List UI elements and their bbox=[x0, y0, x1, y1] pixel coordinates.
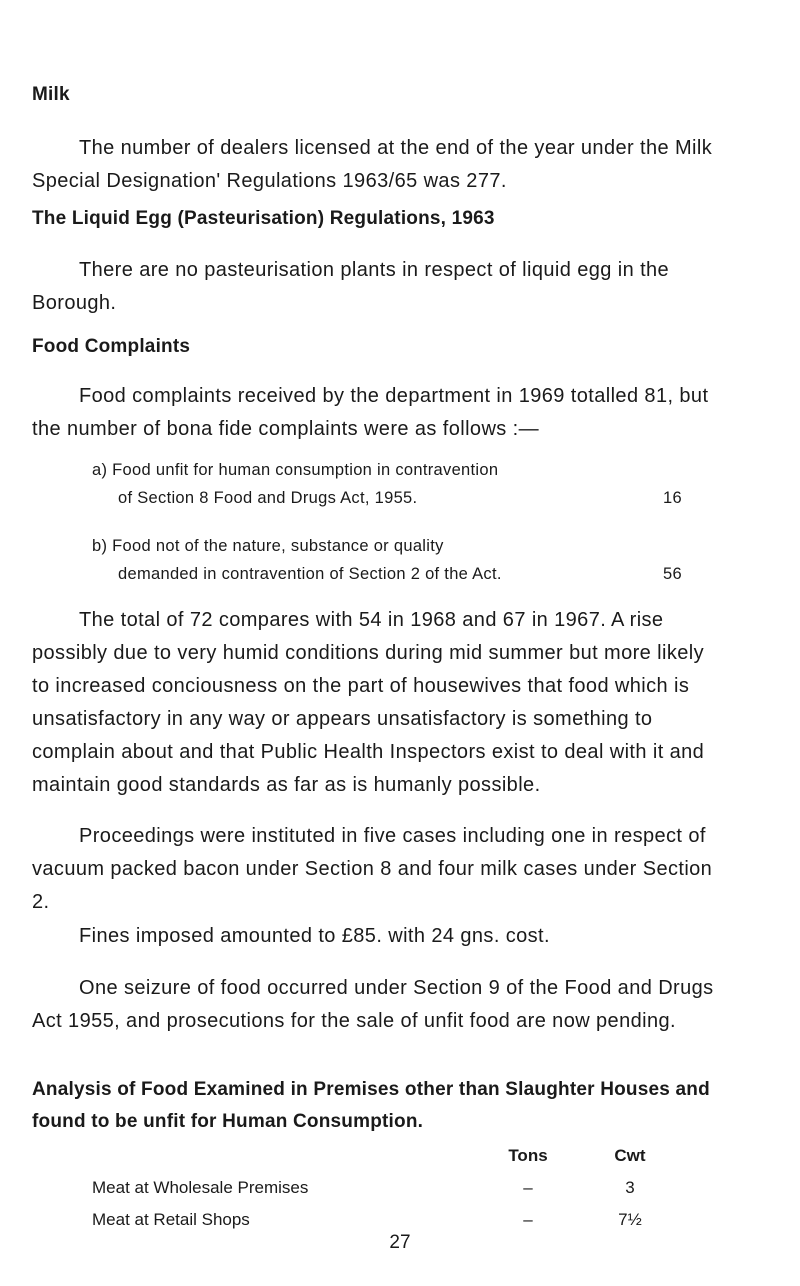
item-count: 16 bbox=[663, 489, 682, 507]
table-header-cell: Cwt bbox=[614, 1146, 646, 1165]
seizure-paragraph: One seizure of food occurred under Section 9 of the Food and Drugs Act 1955, and prosecutions for the sale of unfit food are now pending. bbox=[32, 977, 714, 1032]
table-cell: – bbox=[523, 1210, 533, 1229]
item-text: Food not of the nature, substance or quality bbox=[112, 537, 444, 555]
food-complaints-heading: Food Complaints bbox=[32, 336, 191, 357]
table-cell: – bbox=[523, 1178, 533, 1197]
table-header-row bbox=[92, 1140, 672, 1172]
table-cell: 7½ bbox=[618, 1210, 642, 1229]
table-row bbox=[92, 1172, 672, 1204]
food-complaints-intro: Food complaints received by the department in 1969 totalled 81, but the number of bona fide complaints were as follows :— bbox=[32, 385, 709, 440]
complaint-item-a bbox=[92, 456, 682, 512]
analysis-table bbox=[92, 1140, 672, 1236]
table-cell: 3 bbox=[625, 1178, 635, 1197]
table-cell: Meat at Wholesale Premises bbox=[92, 1178, 309, 1197]
item-text: demanded in contravention of Section 2 of the Act. bbox=[118, 565, 502, 583]
liquid-egg-heading: The Liquid Egg (Pasteurisation) Regulations, 1963 bbox=[32, 208, 495, 229]
page-number: 27 bbox=[389, 1232, 411, 1253]
complaint-item-b bbox=[92, 532, 682, 588]
total-paragraph: The total of 72 compares with 54 in 1968 and 67 in 1967. A rise possibly due to very humid conditions during mid summer but more likely to increased conciousness on the part of housewives that food which is unsatisfactory in any way or appears unsatisfactory is something to complain about and that Public Health Inspectors exist to deal with it and maintain good standards as far as is humanly possible. bbox=[32, 609, 705, 796]
item-text: of Section 8 Food and Drugs Act, 1955. bbox=[118, 489, 418, 507]
liquid-egg-paragraph: There are no pasteurisation plants in respect of liquid egg in the Borough. bbox=[32, 259, 670, 314]
milk-paragraph: The number of dealers licensed at the end of the year under the Milk Special Designation' Regulations 1963/65 was 277. bbox=[32, 137, 713, 192]
table-header-cell: Tons bbox=[508, 1146, 548, 1165]
item-text: Food unfit for human consumption in contravention bbox=[112, 461, 499, 479]
item-marker: a) bbox=[92, 461, 108, 479]
fines-paragraph: Fines imposed amounted to £85. with 24 gns. cost. bbox=[79, 925, 550, 947]
table-cell: Meat at Retail Shops bbox=[92, 1210, 250, 1229]
item-count: 56 bbox=[663, 565, 682, 583]
item-marker: b) bbox=[92, 537, 108, 555]
proceedings-paragraph: Proceedings were instituted in five cases including one in respect of vacuum packed bacon under Section 8 and four milk cases under Section 2. bbox=[32, 825, 713, 913]
milk-heading: Milk bbox=[32, 84, 70, 105]
analysis-heading: Analysis of Food Examined in Premises other than Slaughter Houses and found to be unfit for Human Consumption. bbox=[32, 1079, 710, 1132]
